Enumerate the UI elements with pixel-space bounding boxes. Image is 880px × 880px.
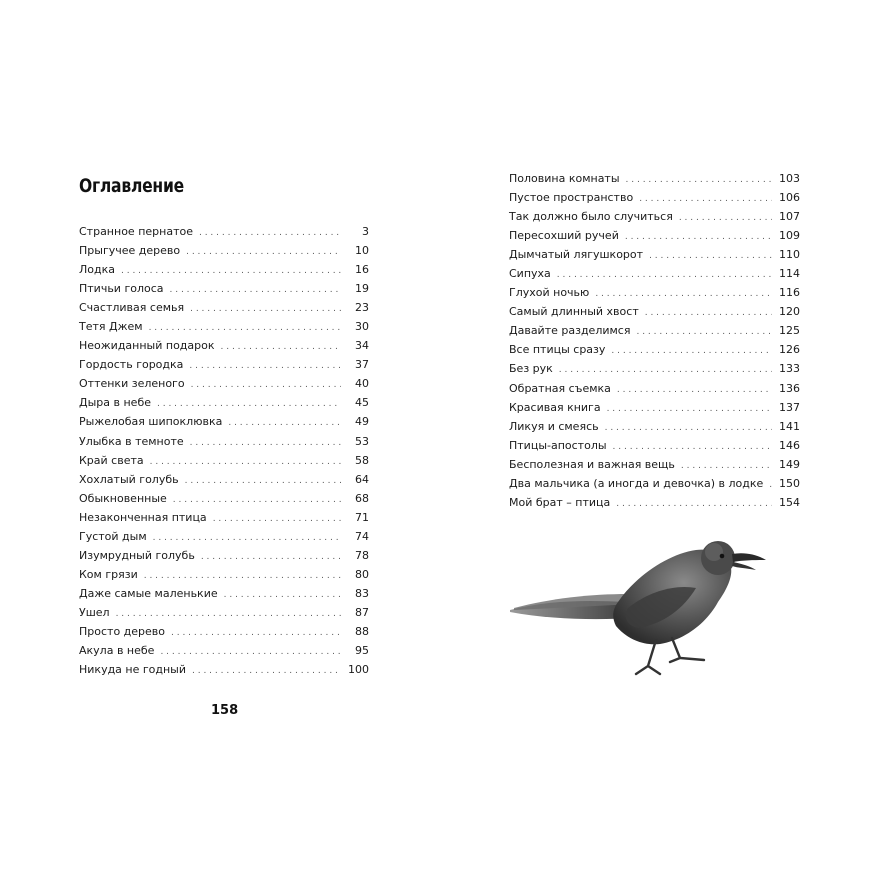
toc-dot-leader <box>607 400 772 419</box>
bird-leg-right <box>670 638 704 662</box>
toc-entry-title: Птичьи голоса <box>79 282 164 296</box>
toc-dot-leader <box>170 281 341 300</box>
toc-entry-title: Давайте разделимся <box>509 324 631 338</box>
toc-entry-title: Прыгучее дерево <box>79 244 181 258</box>
toc-entry-page: 40 <box>355 377 369 391</box>
toc-entry <box>79 317 369 336</box>
toc-entry <box>509 302 800 321</box>
toc-entry-page: 49 <box>355 415 369 429</box>
toc-entry-title: Два мальчика (а иногда и девочка) в лодке <box>509 476 764 490</box>
toc-entry-title: Счастливая семья <box>79 301 185 315</box>
toc-entry-title: Глухой ночью <box>509 286 590 300</box>
toc-entry-title: Ликуя и смеясь <box>509 419 599 433</box>
toc-entry <box>79 470 369 489</box>
toc-dot-leader <box>224 586 341 605</box>
toc-dot-leader <box>645 304 772 323</box>
toc-entry-title: Даже самые маленькие <box>79 586 218 600</box>
toc-entry <box>79 432 369 451</box>
toc-entry-title: Оттенки зеленого <box>79 377 185 391</box>
toc-entry <box>509 321 800 340</box>
toc-entry-page: 107 <box>779 210 800 224</box>
toc-entry-title: Акула в небе <box>79 644 155 658</box>
toc-entry-page: 45 <box>355 396 369 410</box>
toc-entry-title: Бесполезная и важная вещь <box>509 457 675 471</box>
toc-entry-page: 150 <box>779 476 800 490</box>
toc-entry <box>509 245 800 264</box>
toc-entry <box>79 508 369 527</box>
toc-entry-title: Улыбка в темноте <box>79 434 184 448</box>
toc-entry <box>79 222 369 241</box>
toc-entry-title: Незаконченная птица <box>79 510 207 524</box>
toc-entry-page: 116 <box>779 286 800 300</box>
toc-dot-leader <box>626 171 772 190</box>
toc-dot-leader <box>617 381 772 400</box>
toc-entry <box>79 355 369 374</box>
toc-entry <box>509 264 800 283</box>
toc-dot-leader <box>171 624 341 643</box>
toc-entry-title: Густой дым <box>79 529 147 543</box>
toc-dot-leader <box>605 419 772 438</box>
toc-right-column <box>509 169 800 512</box>
toc-entry <box>509 436 800 455</box>
toc-entry <box>509 493 800 512</box>
bird-leg-left <box>636 640 660 674</box>
toc-entry-page: 103 <box>779 172 800 185</box>
toc-dot-leader <box>611 342 772 361</box>
toc-entry <box>79 622 369 641</box>
toc-entry-page: 125 <box>779 324 800 338</box>
toc-entry-page: 19 <box>355 282 369 296</box>
toc-entry-title: Тетя Джем <box>79 320 143 334</box>
toc-entry <box>509 188 800 207</box>
toc-entry-page: 136 <box>779 381 800 395</box>
toc-entry-title: Просто дерево <box>79 624 166 638</box>
toc-entry-title: Так должно было случиться <box>509 210 673 224</box>
bird-eye <box>720 554 725 559</box>
toc-entry-page: 53 <box>355 434 369 448</box>
toc-dot-leader <box>160 643 341 662</box>
toc-entry <box>79 489 369 508</box>
toc-entry-page: 106 <box>779 191 800 205</box>
toc-entry-page: 80 <box>355 567 369 581</box>
toc-entry <box>509 379 800 398</box>
toc-entry-title: Пустое пространство <box>509 191 634 205</box>
toc-entry-title: Рыжелобая шипоклювка <box>79 415 223 429</box>
toc-entry <box>509 226 800 245</box>
toc-entry-page: 37 <box>355 358 369 372</box>
toc-entry <box>79 584 369 603</box>
toc-entry-title: Обратная съемка <box>509 381 611 395</box>
toc-entry-page: 141 <box>779 419 800 433</box>
toc-entry-page: 78 <box>355 548 369 562</box>
toc-dot-leader <box>190 300 341 319</box>
toc-dot-leader <box>679 209 772 228</box>
toc-entry-title: Лодка <box>79 263 115 277</box>
toc-entry-title: Птицы-апостолы <box>509 438 607 452</box>
toc-dot-leader <box>228 414 341 433</box>
toc-entry-page: 133 <box>779 362 800 376</box>
toc-entry-title: Никуда не годный <box>79 663 187 677</box>
toc-dot-leader <box>221 338 341 357</box>
toc-entry-title: Ушел <box>79 605 110 619</box>
page-title: Оглавление <box>79 175 184 197</box>
toc-entry <box>79 260 369 279</box>
toc-dot-leader <box>213 510 341 529</box>
toc-entry-page: 109 <box>779 229 800 243</box>
toc-entry-title: Пересохший ручей <box>509 229 619 243</box>
toc-entry-page: 16 <box>355 263 369 277</box>
toc-entry-page: 87 <box>355 605 369 619</box>
toc-entry-page: 88 <box>355 624 369 638</box>
toc-entry-page: 10 <box>355 244 369 258</box>
toc-entry-page: 149 <box>779 457 800 471</box>
toc-entry-title: Неожиданный подарок <box>79 339 215 353</box>
toc-entry-page: 30 <box>355 320 369 334</box>
toc-entry <box>509 398 800 417</box>
toc-entry <box>79 451 369 470</box>
toc-entry <box>509 340 800 359</box>
toc-dot-leader <box>201 548 341 567</box>
toc-dot-leader <box>192 662 341 681</box>
toc-entry-title: Самый длинный хвост <box>509 305 639 319</box>
toc-entry <box>79 546 369 565</box>
toc-dot-leader <box>636 323 772 342</box>
toc-entry-page: 110 <box>779 248 800 262</box>
toc-entry-title: Дымчатый лягушкорот <box>509 248 644 262</box>
toc-entry <box>79 374 369 393</box>
toc-dot-leader <box>199 224 341 243</box>
toc-entry-page: 71 <box>355 510 369 524</box>
toc-entry-page: 74 <box>355 529 369 543</box>
toc-dot-leader <box>185 472 341 491</box>
toc-entry-title: Ком грязи <box>79 567 138 581</box>
toc-entry-page: 137 <box>779 400 800 414</box>
toc-dot-leader <box>649 247 772 266</box>
toc-dot-leader <box>616 495 772 514</box>
toc-dot-leader <box>625 228 772 247</box>
toc-dot-leader <box>189 357 341 376</box>
toc-entry <box>509 417 800 436</box>
bird-illustration-icon <box>508 528 770 680</box>
toc-entry-title: Хохлатый голубь <box>79 472 179 486</box>
toc-entry-title: Без рук <box>509 362 553 376</box>
toc-entry <box>509 169 800 188</box>
toc-entry <box>79 336 369 355</box>
toc-entry-title: Мой брат – птица <box>509 495 611 509</box>
toc-entry-title: Изумрудный голубь <box>79 548 195 562</box>
toc-entry-page: 114 <box>779 267 800 281</box>
toc-dot-leader <box>190 434 341 453</box>
toc-entry <box>509 359 800 378</box>
toc-entry-title: Все птицы сразу <box>509 343 606 357</box>
bird-beak <box>732 553 766 562</box>
toc-entry <box>509 455 800 474</box>
toc-entry-page: 120 <box>779 305 800 319</box>
toc-entry-page: 68 <box>355 491 369 505</box>
toc-entry <box>79 298 369 317</box>
toc-entry-title: Край света <box>79 453 144 467</box>
toc-entry-page: 58 <box>355 453 369 467</box>
toc-dot-leader <box>191 376 341 395</box>
toc-entry-title: Сипуха <box>509 267 551 281</box>
toc-dot-leader <box>186 243 341 262</box>
toc-entry-page: 83 <box>355 586 369 600</box>
toc-entry <box>79 641 369 660</box>
toc-entry <box>79 412 369 431</box>
toc-entry-title: Дыра в небе <box>79 396 151 410</box>
page-number: 158 <box>211 703 239 718</box>
toc-entry <box>79 603 369 622</box>
toc-entry-title: Гордость городка <box>79 358 184 372</box>
toc-entry <box>79 565 369 584</box>
toc-entry <box>509 207 800 226</box>
toc-entry <box>79 660 369 679</box>
toc-entry-page: 100 <box>348 663 369 677</box>
toc-entry <box>79 279 369 298</box>
toc-entry <box>79 393 369 412</box>
toc-entry-title: Половина комнаты <box>509 172 620 185</box>
toc-dot-leader <box>769 476 772 495</box>
toc-entry-page: 3 <box>362 225 369 238</box>
toc-entry <box>79 527 369 546</box>
toc-entry-title: Странное пернатое <box>79 225 193 238</box>
toc-entry-page: 146 <box>779 438 800 452</box>
toc-left-column <box>79 222 369 679</box>
toc-entry-page: 34 <box>355 339 369 353</box>
toc-entry <box>509 283 800 302</box>
toc-entry-page: 95 <box>355 644 369 658</box>
toc-entry-page: 126 <box>779 343 800 357</box>
toc-entry-title: Красивая книга <box>509 400 601 414</box>
toc-entry-page: 64 <box>355 472 369 486</box>
toc-entry-title: Обыкновенные <box>79 491 167 505</box>
toc-entry-page: 23 <box>355 301 369 315</box>
toc-entry <box>509 474 800 493</box>
toc-entry-page: 154 <box>779 495 800 509</box>
toc-entry <box>79 241 369 260</box>
